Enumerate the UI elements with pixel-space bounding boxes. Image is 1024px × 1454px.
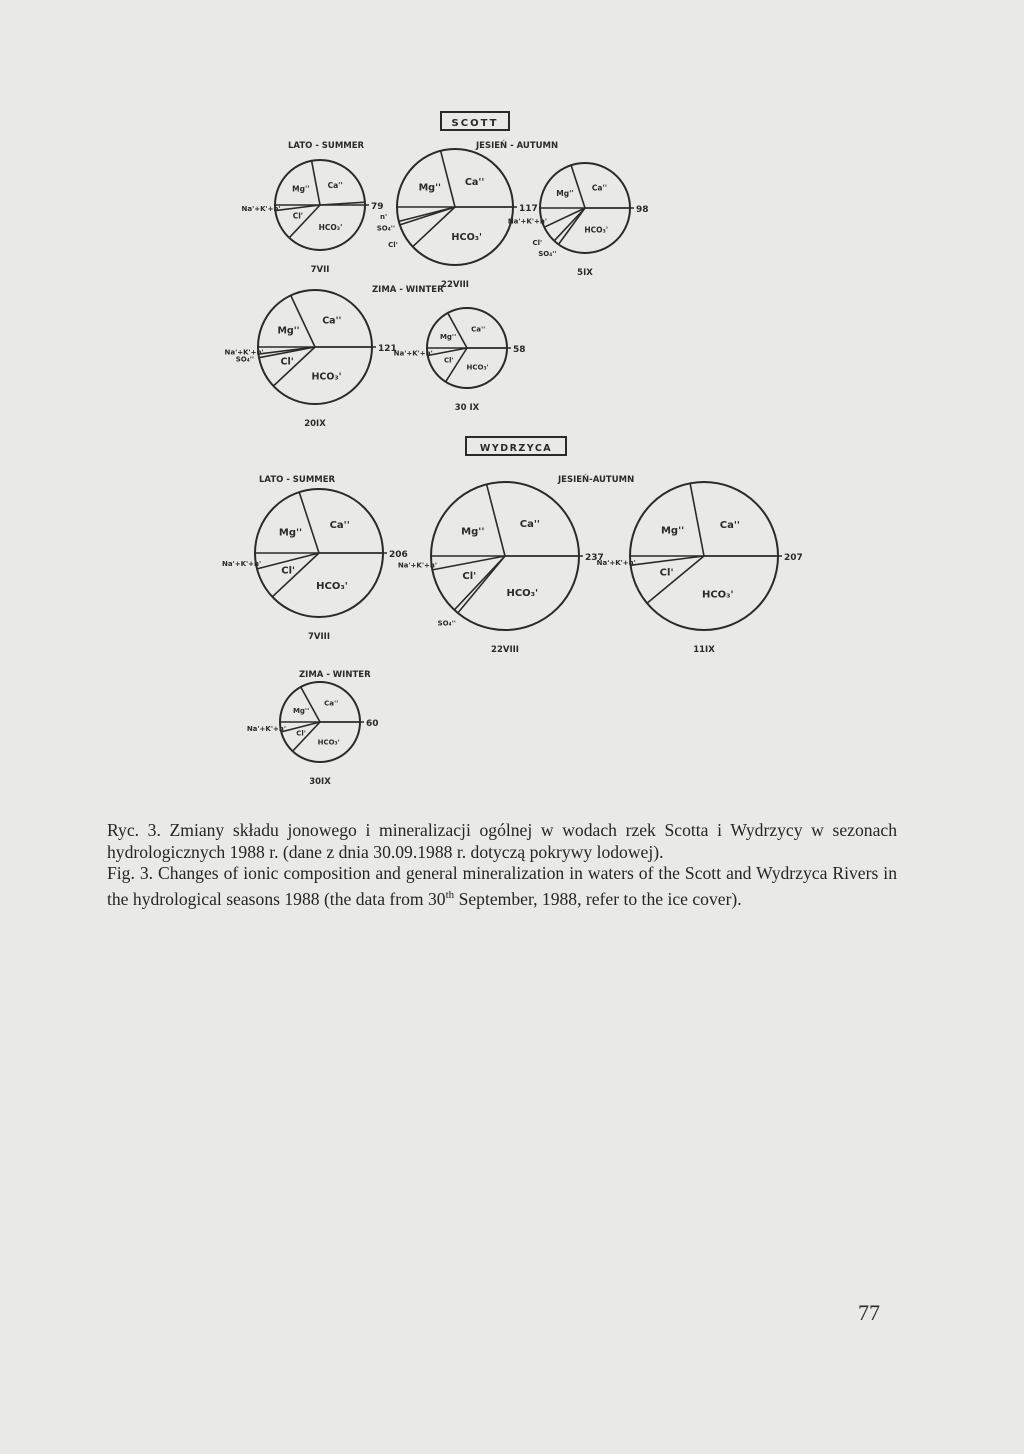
pie-slice-label: Ca'' bbox=[327, 180, 343, 190]
pie-slice-label: Cl' bbox=[281, 565, 296, 577]
pie-slice-label: Mg'' bbox=[278, 527, 303, 539]
mineralization-value: 206 bbox=[389, 550, 408, 560]
wydrzyca-winter-heading: ZIMA - WINTER bbox=[299, 670, 371, 680]
pie-slice-boundary bbox=[291, 295, 315, 347]
pie-slice-boundary bbox=[690, 483, 704, 556]
pie-slice-boundary bbox=[571, 165, 585, 208]
pie-slice-label: Mg'' bbox=[556, 189, 574, 198]
pie-slice-boundary bbox=[448, 313, 467, 348]
pie-slice-label: n' bbox=[380, 213, 388, 222]
pie-slice-label: Ca'' bbox=[519, 519, 541, 531]
pie-slice-label: Cl' bbox=[296, 729, 306, 738]
pie-chart bbox=[597, 482, 803, 655]
pie-slice-label: Ca'' bbox=[464, 177, 485, 188]
pie-slice-label: SO₄'' bbox=[235, 355, 255, 364]
pie-slice-label: Na'+K'+n' bbox=[507, 217, 547, 226]
pie-slice-label: Ca'' bbox=[591, 183, 608, 193]
scott-title: SCOTT bbox=[451, 118, 499, 129]
pie-slice-label: HCO₃' bbox=[506, 588, 539, 600]
pie-slice-boundary bbox=[299, 492, 319, 553]
pie-slice-label: Mg'' bbox=[292, 707, 310, 716]
pie-slice-label: Cl' bbox=[280, 356, 294, 368]
mineralization-value: 207 bbox=[784, 553, 803, 563]
sample-date: 22VIII bbox=[491, 645, 519, 655]
wydrzyca-title: WYDRZYCA bbox=[479, 443, 553, 454]
pie-slice-label: Cl' bbox=[388, 240, 398, 249]
mineralization-value: 98 bbox=[636, 205, 649, 215]
sample-date: 20IX bbox=[304, 419, 326, 429]
pie-slice-label: Cl' bbox=[443, 356, 454, 365]
pie-slice-label: Mg'' bbox=[292, 184, 310, 194]
pie-slice-label: Na'+K'+n' bbox=[222, 560, 262, 569]
pie-slice-label: Cl' bbox=[532, 239, 543, 248]
pie-charts bbox=[222, 149, 803, 787]
pie-slice-label: Cl' bbox=[659, 567, 674, 579]
mineralization-value: 237 bbox=[585, 553, 604, 563]
wydrzyca-autumn-heading: JESIEŃ-AUTUMN bbox=[558, 475, 635, 485]
mineralization-value: 117 bbox=[519, 204, 538, 214]
pie-slice-label: Mg'' bbox=[461, 526, 485, 538]
mineralization-value: 60 bbox=[366, 719, 379, 729]
pie-slice-boundary bbox=[647, 556, 704, 603]
pie-slice-label: Cl' bbox=[462, 570, 477, 582]
pie-chart bbox=[247, 682, 379, 787]
pie-chart bbox=[222, 489, 408, 642]
pie-slice-label: Cl' bbox=[292, 211, 304, 221]
pie-chart bbox=[242, 160, 384, 275]
pie-slice-label: HCO₃' bbox=[466, 363, 489, 372]
caption-superscript: th bbox=[445, 888, 455, 901]
sample-date: 11IX bbox=[693, 645, 715, 655]
pie-slice-label: HCO₃' bbox=[317, 738, 340, 747]
sample-date: 5IX bbox=[577, 268, 593, 278]
pie-slice-boundary bbox=[443, 348, 467, 382]
scott-autumn-heading: JESIEŃ - AUTUMN bbox=[476, 141, 559, 151]
caption-polish: Ryc. 3. Zmiany składu jonowego i mineralizacji ogólnej w wodach rzek Scotta i Wydrzycy w sezonach hydrologicznych 1988 r. (dane z dnia 30.09.1988 r. dotyczą pokrywy lodowej). bbox=[107, 820, 897, 862]
sample-date: 7VIII bbox=[308, 632, 330, 642]
pie-slice-label: Na'+K'+n' bbox=[393, 349, 433, 358]
pie-slice-boundary bbox=[631, 556, 704, 565]
pie-slice-label: Mg'' bbox=[660, 525, 685, 537]
pie-slice-boundary bbox=[554, 208, 585, 241]
scott-winter-heading: ZIMA - WINTER bbox=[372, 285, 444, 295]
pie-slice-label: HCO₃' bbox=[584, 225, 609, 235]
mineralization-value: 58 bbox=[513, 345, 526, 355]
caption-english: Fig. 3. Changes of ionic composition and general mineralization in waters of the Scott and Wydrzyca Rivers in the hydrological seasons 1988 (the data from 30th September, 1988, refer to the ice cover). bbox=[107, 863, 897, 909]
pie-slice-label: SO₄'' bbox=[437, 619, 456, 628]
pie-slice-boundary bbox=[487, 484, 505, 556]
pie-slice-label: Na'+K'+n' bbox=[397, 561, 437, 570]
pie-slice-label: HCO₃' bbox=[701, 589, 734, 601]
sample-date: 22VIII bbox=[441, 280, 469, 290]
pie-slice-label: Ca'' bbox=[719, 520, 741, 531]
pie-slice-boundary bbox=[312, 161, 320, 205]
pie-slice-label: Na'+K'+n' bbox=[246, 725, 286, 734]
pie-slice-label: SO₄'' bbox=[538, 250, 557, 258]
pie-chart bbox=[398, 482, 604, 655]
pie-chart bbox=[225, 290, 397, 429]
mineralization-value: 79 bbox=[371, 202, 384, 212]
pie-slice-label: Na'+K'+n' bbox=[596, 558, 636, 567]
pie-slice-label: Ca'' bbox=[329, 519, 350, 531]
pie-slice-label: Ca'' bbox=[324, 699, 339, 708]
pie-chart bbox=[394, 308, 526, 413]
pie-slice-label: HCO₃' bbox=[451, 231, 482, 243]
pie-slice-boundary bbox=[441, 151, 455, 207]
pie-slice-label: Na'+K'+n' bbox=[241, 205, 281, 214]
pie-slice-label: Na'+K'+n' bbox=[224, 348, 264, 357]
wydrzyca-summer-heading: LATO - SUMMER bbox=[259, 475, 336, 485]
sample-date: 7VII bbox=[310, 265, 330, 275]
pie-slice-label: HCO₃' bbox=[318, 222, 343, 232]
pie-slice-label: SO₄'' bbox=[376, 224, 396, 233]
pie-slice-boundary bbox=[289, 205, 320, 238]
pie-slice-label: Mg'' bbox=[277, 325, 300, 337]
pie-slice-label: Ca'' bbox=[471, 325, 486, 334]
pie-slice-boundary bbox=[428, 348, 467, 356]
pie-chart bbox=[508, 163, 649, 278]
sample-date: 30IX bbox=[309, 777, 331, 787]
pie-slice-label: HCO₃' bbox=[311, 371, 342, 383]
scott-summer-heading: LATO - SUMMER bbox=[288, 141, 365, 151]
sample-date: 30 IX bbox=[454, 403, 480, 413]
pie-slice-label: Mg'' bbox=[439, 333, 457, 342]
page-number: 77 bbox=[858, 1300, 880, 1325]
mineralization-value: 121 bbox=[378, 344, 397, 354]
pie-slice-boundary bbox=[301, 687, 320, 722]
pie-slice-label: HCO₃' bbox=[316, 581, 348, 593]
figure-caption bbox=[107, 820, 897, 910]
pie-slice-label: Ca'' bbox=[322, 315, 342, 327]
pie-slice-label: Mg'' bbox=[418, 182, 442, 194]
pie-slice-boundary bbox=[275, 205, 320, 211]
